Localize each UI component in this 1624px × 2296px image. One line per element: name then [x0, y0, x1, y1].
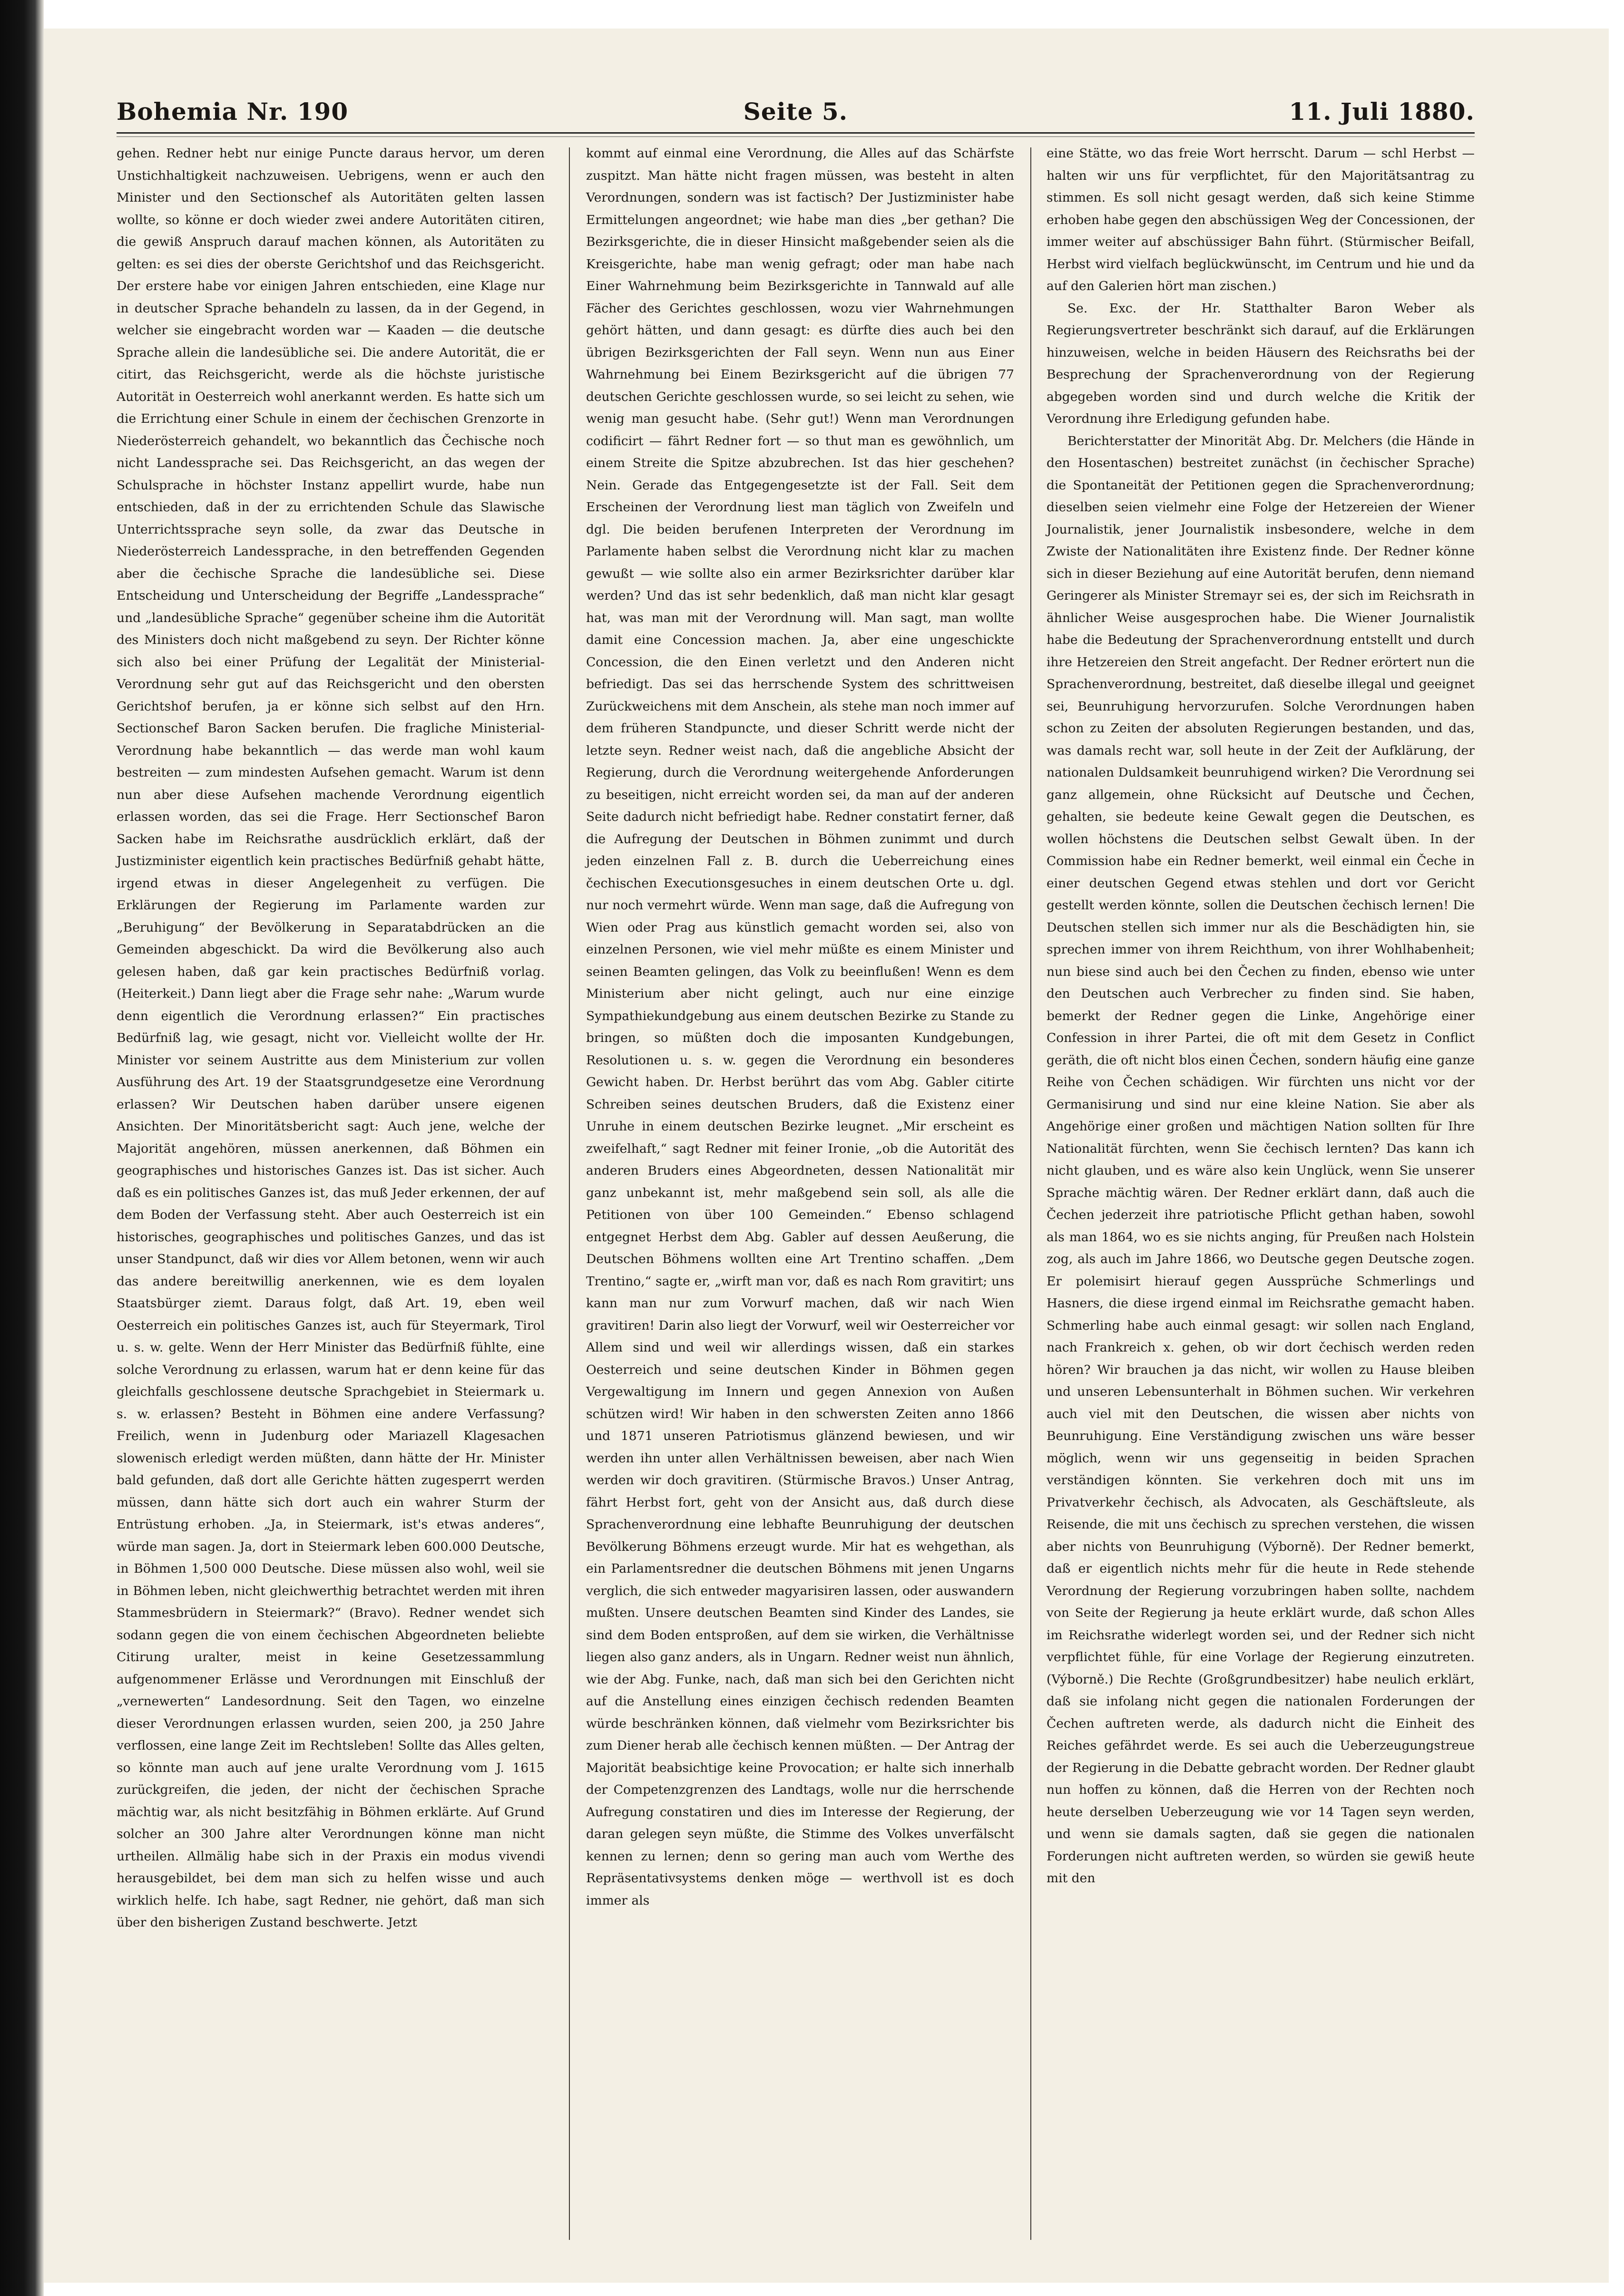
text-column-1 [117, 143, 545, 1934]
paragraph: Berichterstatter der Minorität Abg. Dr. Melchers (die Hände in den Hosentaschen) bestreitet zunächst (in čechischer Sprache) die Spontaneität der Petitionen gegen die Sprachenverordnung; dieselben seien vielmehr eine Folge der Hetzereien der Wiener Journalistik, jener Journalistik insbesondere, welche in dem Zwiste der Nationalitäten ihre Existenz finde. Der Redner könne sich in dieser Beziehung auf eine Autorität berufen, denn niemand Geringerer als Minister Stremayr sei es, der sich im Reichsrath in ähnlicher Weise ausgesprochen habe. Die Wiener Journalistik habe die Bedeutung der Sprachenverordnung entstellt und durch ihre Hetzereien den Streit angefacht. Der Redner erörtert nun die Sprachenverordnung, bestreitet, daß dieselbe illegal und geeignet sei, Beunruhigung hervorzurufen. Solche Verordnungen haben schon zu Zeiten der absoluten Regierungen bestanden, und das, was damals recht war, soll heute in der Zeit der Aufklärung, der nationalen Duldsamkeit beunruhigend wirken? Die Verordnung sei ganz allgemein, ohne Rücksicht auf Deutsche und Čechen, gehalten, sie bedeute keine Gewalt gegen die Deutschen, es wollen höchstens die Deutschen selbst Gewalt üben. In der Commission habe ein Redner bemerkt, weil einmal ein Čeche in einer deutschen Gegend etwas stehlen und dort vor Gericht gestellt werden könnte, sollen die Deutschen čechisch lernen! Die Deutschen stellen sich immer nur als die Beschädigten hin, sie sprechen immer von ihrem Reichthum, von ihrer Wohlhabenheit; nun biese sind auch bei den Čechen zu finden, ebenso wie unter den Deutschen auch Verbrecher zu finden sind. Sie haben, bemerkt der Redner gegen die Linke, Angehörige einer Confession in ihrer Partei, die oft mit dem Gesetz in Conflict geräth, die oft nicht blos einen Čechen, sondern häufig eine ganze Reihe von Čechen schädigen. Wir fürchten uns nicht vor der Germanisirung und sind nur eine kleine Nation. Sie aber als Angehörige einer großen und mächtigen Nation sollten für Ihre Nationalität fürchten, wenn Sie čechisch lernten? Das kann ich nicht glauben, und es wäre also kein Unglück, wenn Sie unserer Sprache mächtig wären. Der Redner erklärt dann, daß auch die Čechen jederzeit ihre patriotische Pflicht gethan haben, sowohl als man 1864, wo es sie nichts anging, für Preußen nach Holstein zog, als auch im Jahre 1866, wo Deutsche gegen Deutsche zogen. Er polemisirt hierauf gegen Aussprüche Schmerlings und Hasners, die diese irgend einmal im Reichsrathe gemacht haben. Schmerling habe auch einmal gesagt: wir sollen nach England, nach Frankreich x. gehen, ob wir dort čechisch werden reden hören? Wir brauchen ja das nicht, wir wollen zu Hause bleiben und unseren Lebensunterhalt in Böhmen suchen. Wir verkehren auch viel mit den Deutschen, die wissen aber nichts von Beunruhigung. Eine Verständigung zwischen uns wäre besser möglich, wenn wir uns gegenseitig in beiden Sprachen verständigen könnten. Sie verkehren doch mit uns im Privatverkehr čechisch, als Advocaten, als Geschäftsleute, als Reisende, die mit uns čechisch zu sprechen verstehen, die wissen aber nichts von Beunruhigung (Výborně). Der Redner bemerkt, daß er eigentlich nichts mehr für die heute in Rede stehende Verordnung der Regierung vorzubringen haben sollte, nachdem von Seite der Regierung ja heute erklärt wurde, daß schon Alles im Reichsrathe widerlegt worden sei, und der Redner sich nicht verpflichtet fühle, für eine Vorlage der Regierung einzutreten. (Výborně.) Die Rechte (Großgrundbesitzer) habe neulich erklärt, daß sie infolang nicht gegen die nationalen Forderungen der Čechen auftreten werde, als dadurch nicht die Einheit des Reiches gefährdet werde. Es sei auch die Ueberzeugungstreue der Regierung in die Debatte gebracht worden. Der Redner glaubt nun hoffen zu können, daß die Herren von der Rechten noch heute derselben Ueberzeugung wie vor 14 Tagen seyn werden, und wenn sie damals sagten, daß sie gegen die nationalen Forderungen nicht auftreten werden, so würden sie gewiß heute mit den [1047, 433, 1475, 1886]
page-edge-shadow [0, 0, 44, 2296]
column-divider [569, 147, 570, 2240]
page-number: Seite 5. [743, 97, 848, 126]
masthead: Bohemia Nr. 190 [117, 97, 349, 126]
column-divider [1030, 147, 1031, 2240]
paragraph: kommt auf einmal eine Verordnung, die Alles auf das Schärfste zuspitzt. Man hätte nicht fragen müssen, was besteht in alten Verordnungen, sondern was ist factisch? Der Justizminister habe Ermittelungen angeordnet; wie habe man dies „ber gethan? Die Bezirksgerichte, die in dieser Hinsicht maßgebender seien als die Kreisgerichte, habe man wenig gefragt; oder man habe nach Einer Wahrnehmung beim Bezirksgerichte in Tannwald auf alle Fächer des Gerichtes geschlossen, wozu vier Wahrnehmungen gehört hätten, und dann gesagt: es dürfte dies auch bei den übrigen Bezirksgerichten der Fall seyn. Wenn nun aus Einer Wahrnehmung bei Einem Bezirksgericht auf die übrigen 77 deutschen Gerichte geschlossen wurde, so sei leicht zu sehen, wie wenig man gesucht habe. (Sehr gut!) Wenn man Verordnungen codificirt — fährt Redner fort — so thut man es gewöhnlich, um einem Streite die Spitze abzubrechen. Ist das hier geschehen? Nein. Gerade das Entgegengesetzte ist der Fall. Seit dem Erscheinen der Verordnung liest man täglich von Zweifeln und dgl. Die beiden berufenen Interpreten der Verordnung im Parlamente haben selbst die Verordnung nicht klar zu machen gewußt — wie sollte also ein armer Bezirksrichter darüber klar werden? Und das ist sehr bedenklich, daß man nicht klar gesagt hat, was man mit der Verordnung will. Man sagt, man wollte damit eine Concession machen. Ja, aber eine ungeschickte Concession, die den Einen verletzt und den Anderen nicht befriedigt. Das sei das herrschende System des schrittweisen Zurückweichens mit dem Anschein, als stehe man noch immer auf dem früheren Standpuncte, und dieser Schritt werde nicht der letzte seyn. Redner weist nach, daß die angebliche Absicht der Regierung, durch die Verordnung weitergehende Anforderungen zu beseitigen, nicht erreicht worden sei, da man auf der anderen Seite dadurch nicht befriedigt habe. Redner constatirt ferner, daß die Aufregung der Deutschen in Böhmen zunimmt und durch jeden einzelnen Fall z. B. durch die Ueberreichung eines čechischen Executionsgesuches in einem deutschen Orte u. dgl. nur noch vermehrt würde. Wenn man sage, daß die Aufregung von Wien oder Prag aus künstlich gemacht worden sei, also von einzelnen Personen, wie viel mehr müßte es einem Minister und seinen Beamten gelingen, das Volk zu beeinflußen! Wenn es dem Ministerium aber nicht gelingt, auch nur eine einzige Sympathiekundgebung aus einem deutschen Bezirke zu Stande zu bringen, so müßten doch die imposanten Kundgebungen, Resolutionen u. s. w. gegen die Verordnung ein besonderes Gewicht haben. Dr. Herbst berührt das vom Abg. Gabler citirte Schreiben seines deutschen Bruders, daß die Existenz einer Unruhe in einem deutschen Bezirke leugnet. „Mir erscheint es zweifelhaft,“ sagt Redner mit feiner Ironie, „ob die Autorität des anderen Bruders eines Abgeordneten, dessen Nationalität mir ganz unbekannt ist, mehr maßgebend sein soll, als alle die Petitionen von über 100 Gemeinden.“ Ebenso schlagend entgegnet Herbst dem Abg. Gabler auf dessen Aeußerung, die Deutschen Böhmens wollten eine Art Trentino schaffen. „Dem Trentino,“ sagte er, „wirft man vor, daß es nach Rom gravitirt; uns kann man nur zum Vorwurf machen, daß wir nach Wien gravitiren! Darin also liegt der Vorwurf, weil wir Oesterreicher vor Allem sind und weil wir allerdings wissen, daß ein starkes Oesterreich und seine deutschen Kinder in Böhmen gegen Vergewaltigung im Innern und gegen Annexion von Außen schützen wird! Wir haben in den schwersten Zeiten anno 1866 und 1871 unseren Patriotismus glänzend bewiesen, und wir werden ihn unter allen Verhältnissen beweisen, aber nach Wien werden wir doch gravitiren. (Stürmische Bravos.) Unser Antrag, fährt Herbst fort, geht von der Ansicht aus, daß durch diese Sprachenverordnung eine lebhafte Beunruhigung der deutschen Bevölkerung Böhmens erzeugt wurde. Mir hat es wehgethan, als ein Parlamentsredner die deutschen Böhmens mit jenen Ungarns verglich, die sich entweder magyarisiren lassen, oder auswandern mußten. Unsere deutschen Beamten sind Kinder des Landes, sie sind dem Boden entsproßen, auf dem sie wirken, die Verhältnisse liegen also ganz anders, als in Ungarn. Redner weist nun ähnlich, wie der Abg. Funke, nach, daß man sich bei den Gerichten nicht auf die Anstellung eines einzigen čechisch redenden Beamten würde beschränken können, daß vielmehr vom Bezirksrichter bis zum Diener herab alle čechisch kennen müßten. — Der Antrag der Majorität beabsichtige keine Provocation; er halte sich innerhalb der Competenzgrenzen des Landtags, wolle nur die herrschende Aufregung constatiren und dies im Interesse der Regierung, der daran gelegen seyn müßte, die Stimme des Volkes unverfälscht kennen zu lernen; denn so gering man auch vom Werthe des Repräsentativsystems denken möge — werthvoll ist es doch immer als [586, 146, 1014, 1908]
issue-date: 11. Juli 1880. [1289, 97, 1475, 126]
paragraph: Se. Exc. der Hr. Statthalter Baron Weber als Regierungsvertreter beschränkt sich darauf, auf die Erklärungen hinzuweisen, welche in beiden Häusern des Reichsraths bei der Besprechung der Sprachenverordnung von der Regierung abgegeben worden sind und durch welche die Kritik der Verordnung ihre Erledigung gefunden habe. [1047, 301, 1475, 426]
header-rule [117, 132, 1475, 137]
page-header [117, 97, 1475, 136]
text-column-2 [586, 143, 1014, 1912]
paragraph: eine Stätte, wo das freie Wort herrscht. Darum — schl Herbst — halten wir uns für verpflichtet, für den Majoritätsantrag zu stimmen. Es soll nicht gesagt werden, daß sich keine Stimme erhoben habe gegen den abschüssigen Weg der Concessionen, der immer weiter auf abschüssiger Bahn führt. (Stürmischer Beifall, Herbst wird vielfach beglückwünscht, im Centrum und hie und da auf den Galerien hört man zischen.) [1047, 146, 1475, 293]
text-column-3 [1047, 143, 1475, 1890]
paragraph: gehen. Redner hebt nur einige Puncte daraus hervor, um deren Unstichhaltigkeit nachzuweisen. Uebrigens, wenn er auch den Minister und den Sectionschef als Autoritäten gelten lassen wollte, so könne er doch wieder zwei andere Autoritäten citiren, die gewiß Anspruch darauf machen können, als Autoritäten zu gelten: es sei dies der oberste Gerichtshof und das Reichsgericht. Der erstere habe vor einigen Jahren entschieden, eine Klage nur in deutscher Sprache behandeln zu lassen, da in der Gegend, in welcher sie eingebracht worden war — Kaaden — die deutsche Sprache allein die landesübliche sei. Die andere Autorität, die er citirt, das Reichsgericht, werde als die höchste juristische Autorität in Oesterreich wohl anerkannt werden. Es hatte sich um die Errichtung einer Schule in einem der čechischen Grenzorte in Niederösterreich gehandelt, wo bekanntlich das Čechische noch nicht Landessprache sei. Das Reichsgericht, an das wegen der Schulsprache in höchster Instanz appellirt wurde, habe nun entschieden, daß in der zu errichtenden Schule das Slawische Unterrichtssprache seyn solle, da zwar das Deutsche in Niederösterreich Landessprache, in den betreffenden Gegenden aber die čechische Sprache die landesübliche sei. Diese Entscheidung und Unterscheidung der Begriffe „Landessprache“ und „landesübliche Sprache“ gegenüber scheine ihm die Autorität des Ministers doch nicht maßgebend zu seyn. Der Richter könne sich also bei einer Prüfung der Legalität der Ministerial-Verordnung sehr gut auf das Reichsgericht und den obersten Gerichtshof berufen, ja er könne sich selbst auf den Hrn. Sectionschef Baron Sacken berufen. Die fragliche Ministerial-Verordnung habe bekanntlich — das werde man wohl kaum bestreiten — zum mindesten Aufsehen gemacht. Warum ist denn nun aber diese Aufsehen machende Verordnung eigentlich erlassen worden, das sei die Frage. Herr Sectionschef Baron Sacken habe im Reichsrathe ausdrücklich erklärt, daß der Justizminister eigentlich kein practisches Bedürfniß gehabt hätte, irgend etwas in dieser Angelegenheit zu verfügen. Die Erklärungen der Regierung im Parlamente warden zur „Beruhigung“ der Bevölkerung in Separatabdrücken an die Gemeinden abgeschickt. Da wird die Bevölkerung also auch gelesen haben, daß gar kein practisches Bedürfniß vorlag. (Heiterkeit.) Dann liegt aber die Frage sehr nahe: „Warum wurde denn eigentlich die Verordnung erlassen?“ Ein practisches Bedürfniß lag, wie gesagt, nicht vor. Vielleicht wollte der Hr. Minister vor seinem Austritte aus dem Ministerium zur vollen Ausführung des Art. 19 der Staatsgrundgesetze eine Verordnung erlassen? Wir Deutschen haben darüber unsere eigenen Ansichten. Der Minoritätsbericht sagt: Auch jene, welche der Majorität angehören, müssen anerkennen, daß Böhmen ein geographisches und historisches Ganzes ist. Das ist sicher. Auch daß es ein politisches Ganzes ist, das muß Jeder erkennen, der auf dem Boden der Verfassung steht. Aber auch Oesterreich ist ein historisches, geographisches und politisches Ganzes, und das ist unser Standpunct, daß wir dies vor Allem betonen, wenn wir auch das andere bereitwillig anerkennen, wie es dem loyalen Staatsbürger ziemt. Daraus folgt, daß Art. 19, eben weil Oesterreich ein politisches Ganzes ist, auch für Steyermark, Tirol u. s. w. gelte. Wenn der Herr Minister das Bedürfniß fühlte, eine solche Verordnung zu erlassen, warum hat er denn keine für das gleichfalls geschlossene deutsche Sprachgebiet in Steiermark u. s. w. erlassen? Besteht in Böhmen eine andere Verfassung? Freilich, wenn in Judenburg oder Mariazell Klagesachen slowenisch erledigt werden müßten, dann hätte der Hr. Minister bald gefunden, daß dort alle Gerichte hätten zugesperrt werden müssen, dann hätte sich dort auch ein wahrer Sturm der Entrüstung erhoben. „Ja, in Steiermark, ist's etwas anderes“, würde man sagen. Ja, dort in Steiermark leben 600.000 Deutsche, in Böhmen 1,500 000 Deutsche. Diese müssen also wohl, weil sie in Böhmen leben, nicht gleichwerthig betrachtet werden mit ihren Stammesbrüdern in Steiermark?“ (Bravo). Redner wendet sich sodann gegen die von einem čechischen Abgeordneten beliebte Citirung uralter, meist in keine Gesetzessammlung aufgenommener Erlässe und Verordnungen mit Einschluß der „vernewerten“ Landesordnung. Seit den Tagen, wo einzelne dieser Verordnungen erlassen wurden, seien 200, ja 250 Jahre verflossen, eine lange Zeit im Rechtsleben! Sollte das Alles gelten, so könnte man auch auf jene uralte Verordnung vom J. 1615 zurückgreifen, die jeden, der nicht der čechischen Sprache mächtig war, als nicht besitzfähig in Böhmen erklärte. Auf Grund solcher an 300 Jahre alter Verordnungen könne man nicht urtheilen. Allmälig habe sich in der Praxis ein modus vivendi herausgebildet, bei dem man sich zu helfen wisse und auch wirklich helfe. Ich habe, sagt Redner, nie gehört, daß man sich über den bisherigen Zustand beschwerte. Jetzt [117, 146, 545, 1930]
